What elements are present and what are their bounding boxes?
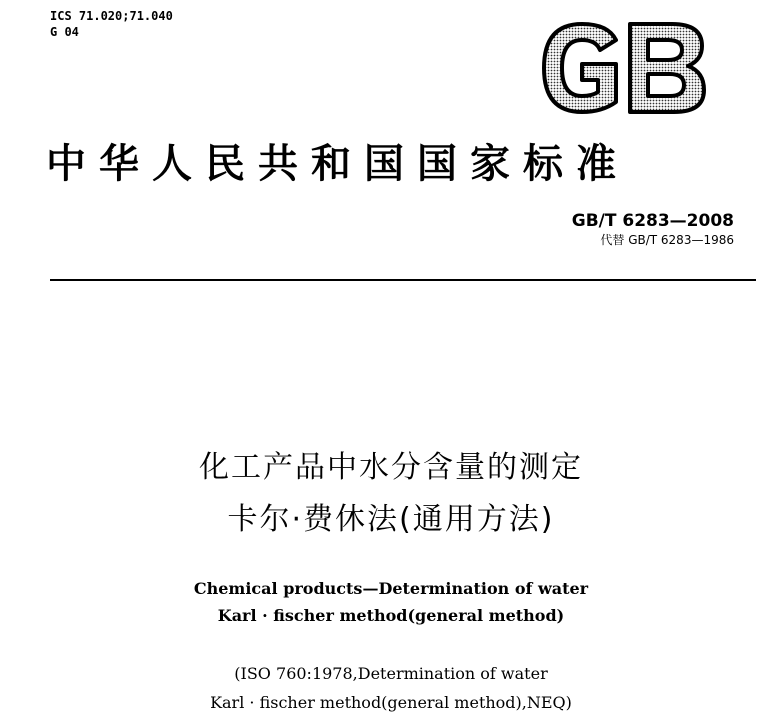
en-title-line-1: Chemical products—Determination of water [193,579,589,598]
main-title: 中华人民共和国国家标准 [46,141,629,187]
classification-code: G 04 [50,25,79,39]
standard-number: GB/T 6283—2008 [571,211,734,231]
ics-code-block [50,8,173,40]
cn-title-line-1: 化工产品中水分含量的测定 [199,450,583,485]
en-title-line-2: Karl · fischer method(general method) [217,606,565,625]
cn-title-line-2: 卡尔·费休法(通用方法) [227,502,555,537]
ics-code: ICS 71.020;71.040 [50,9,173,23]
gb-logo-icon [538,18,710,118]
reference-line-2: Karl · fischer method(general method),NEQ) [210,693,572,712]
header-divider [50,279,756,281]
reference-line-1: (ISO 760:1978,Determination of water [234,664,548,683]
standard-replaces: 代替 GB/T 6283—1986 [600,233,734,247]
